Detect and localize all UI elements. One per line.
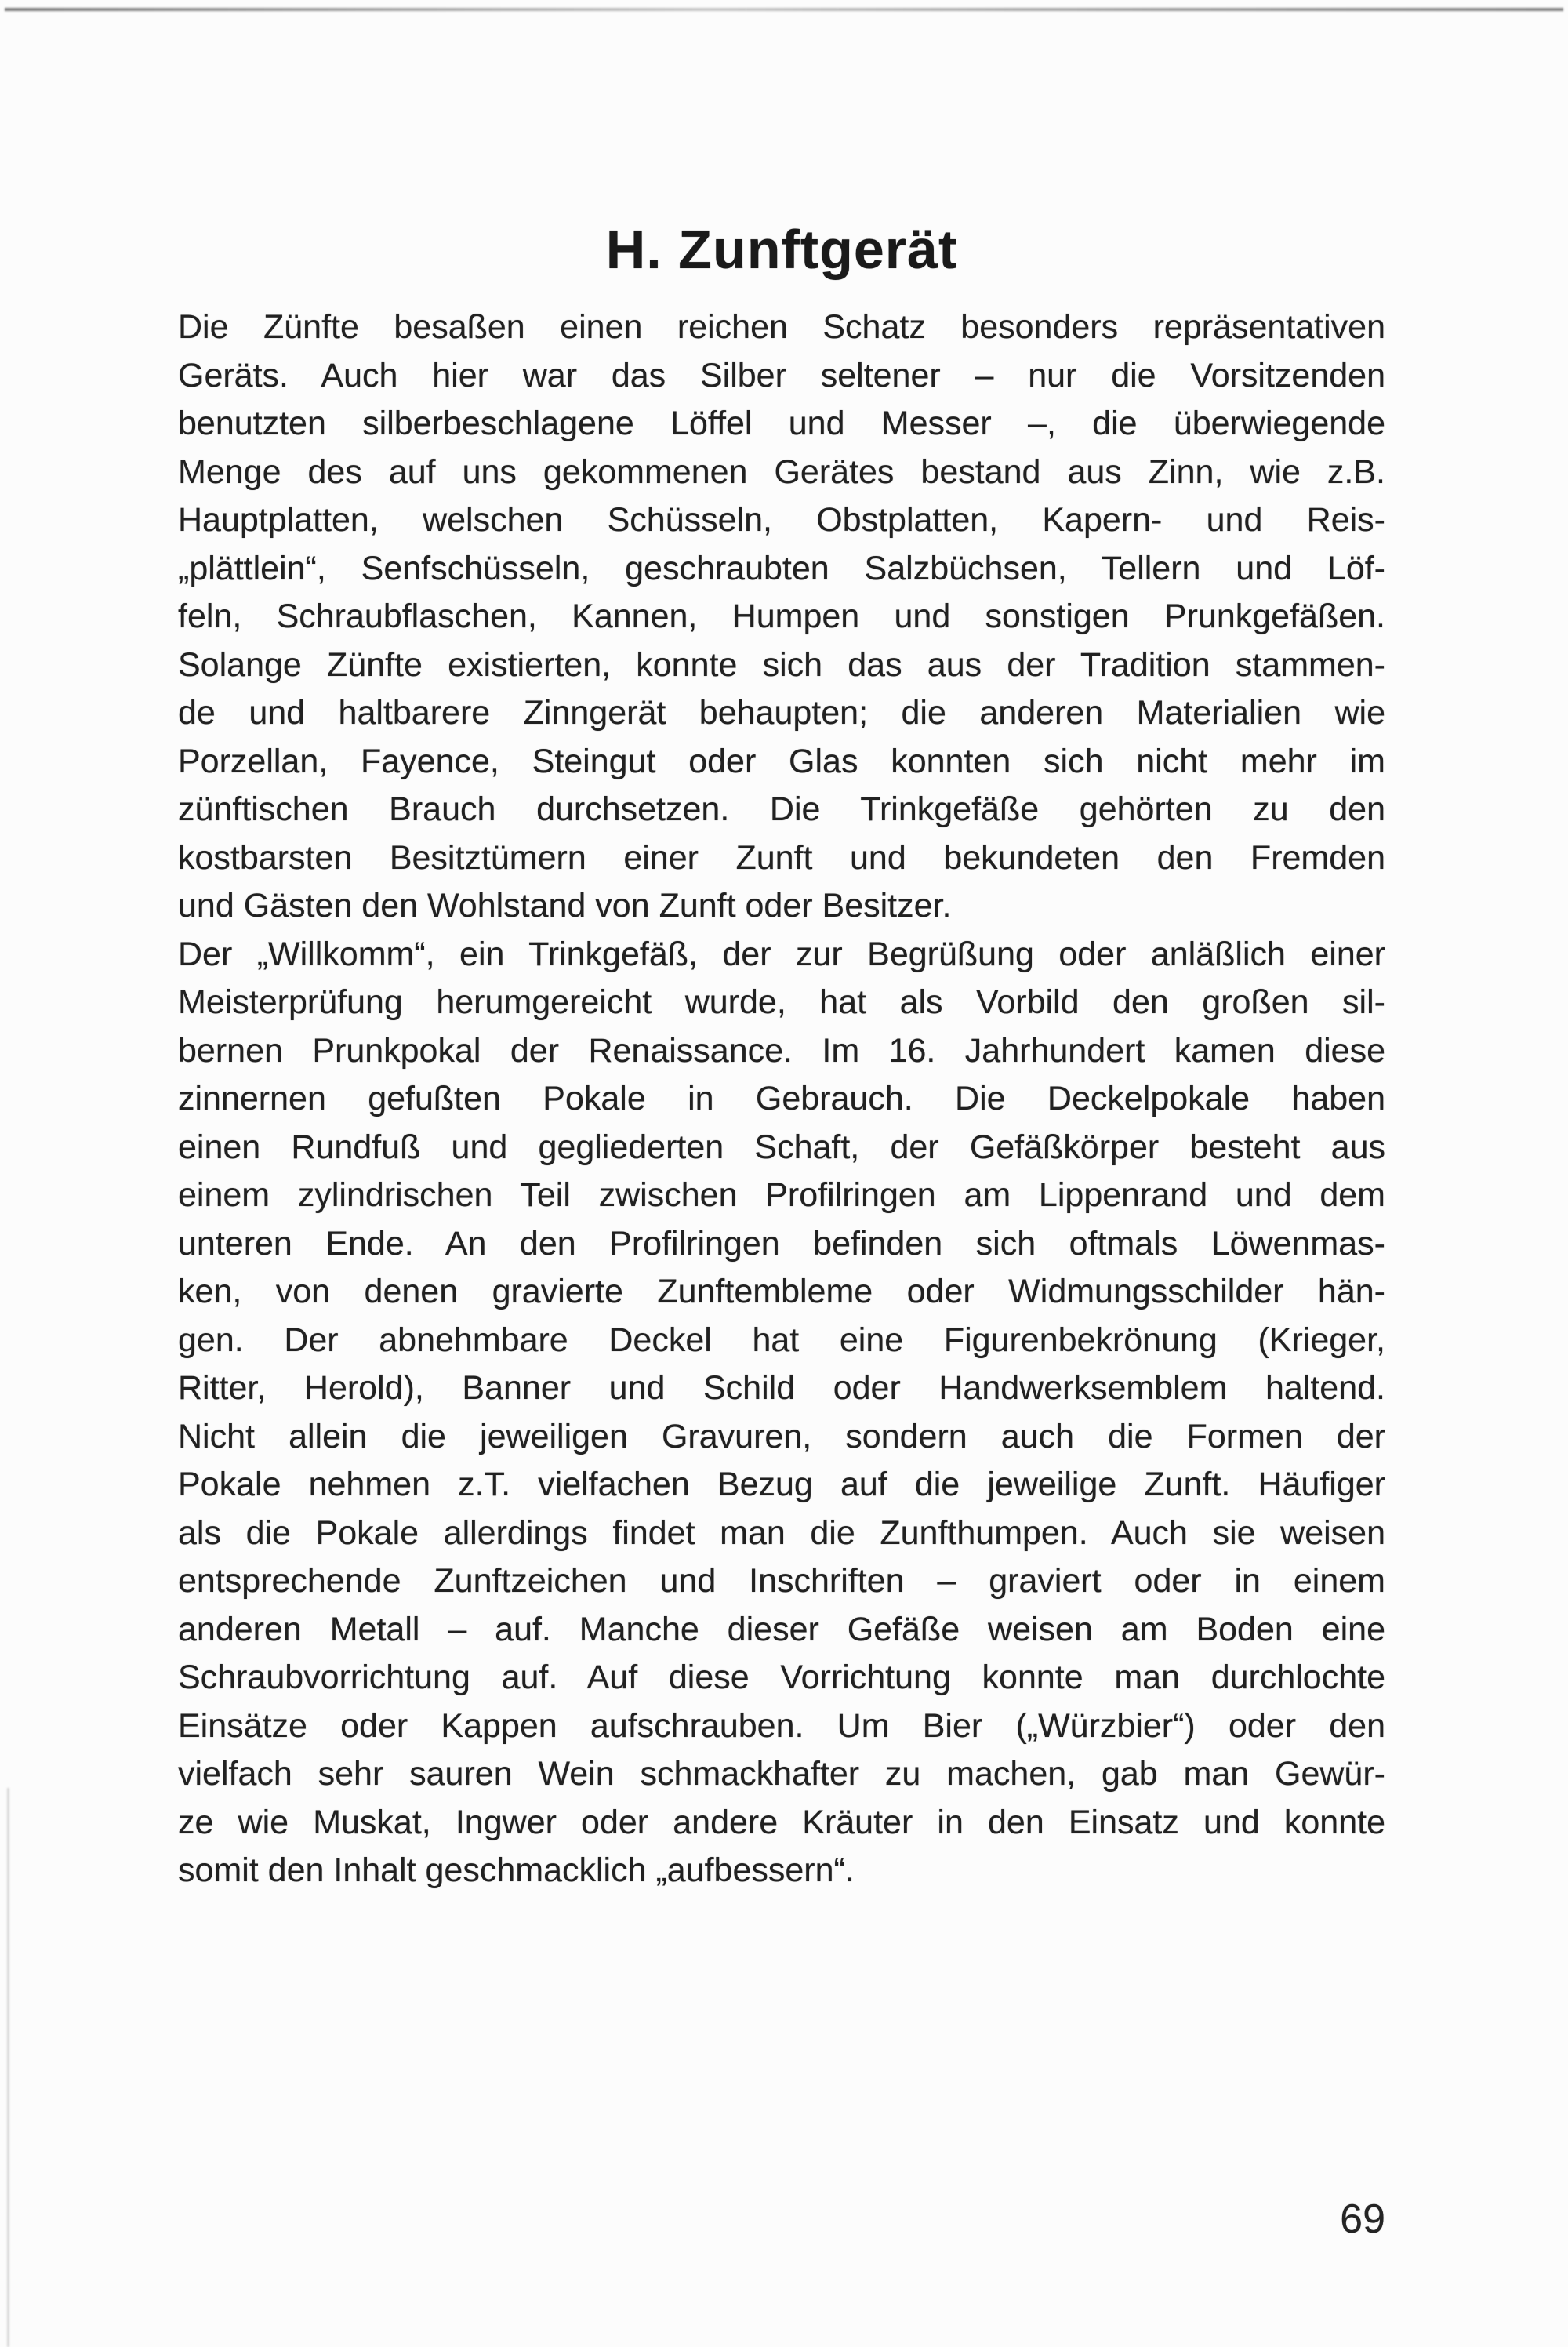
text-line: benutzten silberbeschlagene Löffel und Messer –, die überwiegende	[178, 405, 1385, 442]
text-line: bernen Prunkpokal der Renaissance. Im 16. Jahrhundert kamen diese	[178, 1031, 1385, 1070]
text-line: anderen Metall – auf. Manche dieser Gefäße weisen am Boden eine	[178, 1610, 1385, 1648]
text-line: Porzellan, Fayence, Steingut oder Glas konnten sich nicht mehr im	[178, 742, 1385, 780]
text-line: einen Rundfuß und gegliederten Schaft, der Gefäßkörper besteht aus	[178, 1128, 1385, 1166]
scan-artifact-top-line	[5, 8, 1563, 11]
text-line: als die Pokale allerdings findet man die Zunfthumpen. Auch sie weisen	[178, 1513, 1385, 1552]
text-line: zinnernen gefußten Pokale in Gebrauch. Die Deckelpokale haben	[178, 1080, 1385, 1117]
text-line: Menge des auf uns gekommenen Gerätes bestand aus Zinn, wie z.B.	[178, 452, 1385, 491]
text-line: vielfach sehr sauren Wein schmackhafter zu machen, gab man Gewür-	[178, 1755, 1385, 1793]
page-title: H. Zunftgerät	[605, 218, 958, 280]
text-line: somit den Inhalt geschmacklich „aufbessern“.	[178, 1851, 855, 1889]
text-line: Der „Willkomm“, ein Trinkgefäß, der zur Begrüßung oder anläßlich einer	[178, 935, 1385, 973]
text-line: de und haltbarere Zinngerät behaupten; die anderen Materialien wie	[178, 694, 1385, 732]
text-line: und Gästen den Wohlstand von Zunft oder Besitzer.	[178, 887, 952, 925]
text-line: Ritter, Herold), Banner und Schild oder Handwerksemblem haltend.	[178, 1369, 1385, 1407]
text-line: ken, von denen gravierte Zunftembleme oder Widmungsschilder hän-	[178, 1273, 1385, 1310]
text-line: zünftischen Brauch durchsetzen. Die Trinkgefäße gehörten zu den	[178, 790, 1385, 828]
text-line: einem zylindrischen Teil zwischen Profilringen am Lippenrand und dem	[178, 1176, 1385, 1214]
text-line: gen. Der abnehmbare Deckel hat eine Figurenbekrönung (Krieger,	[178, 1321, 1385, 1359]
text-line: Geräts. Auch hier war das Silber seltener – nur die Vorsitzenden	[178, 356, 1385, 394]
text-line: Die Zünfte besaßen einen reichen Schatz besonders repräsentativen	[178, 308, 1385, 346]
text-line: entsprechende Zunftzeichen und Inschriften – graviert oder in einem	[178, 1562, 1385, 1600]
text-line: Pokale nehmen z.T. vielfachen Bezug auf die jeweilige Zunft. Häufiger	[178, 1466, 1385, 1503]
text-line: Schraubvorrichtung auf. Auf diese Vorrichtung konnte man durchlochte	[178, 1659, 1385, 1696]
text-line: Meisterprüfung herumgereicht wurde, hat als Vorbild den großen sil-	[178, 983, 1385, 1021]
page-number: 69	[1340, 2196, 1385, 2242]
text-line: ze wie Muskat, Ingwer oder andere Kräuter in den Einsatz und konnte	[178, 1803, 1385, 1841]
text-line: Solange Zünfte existierten, konnte sich das aus der Tradition stammen-	[178, 645, 1385, 684]
text-line: Einsätze oder Kappen aufschrauben. Um Bier („Würzbier“) oder den	[178, 1706, 1385, 1745]
body-text	[178, 303, 1385, 1895]
scan-artifact-left-line	[7, 1788, 9, 2347]
text-line: Hauptplatten, welschen Schüsseln, Obstplatten, Kapern- und Reis-	[178, 501, 1385, 539]
text-line: kostbarsten Besitztümern einer Zunft und bekundeten den Fremden	[178, 838, 1385, 877]
text-line: Nicht allein die jeweiligen Gravuren, sondern auch die Formen der	[178, 1417, 1385, 1455]
text-line: feln, Schraubflaschen, Kannen, Humpen und sonstigen Prunkgefäßen.	[178, 598, 1385, 635]
text-line: „plättlein“, Senfschüsseln, geschraubten Salzbüchsen, Tellern und Löf-	[178, 549, 1385, 587]
text-line: unteren Ende. An den Profilringen befinden sich oftmals Löwenmas-	[178, 1224, 1385, 1263]
